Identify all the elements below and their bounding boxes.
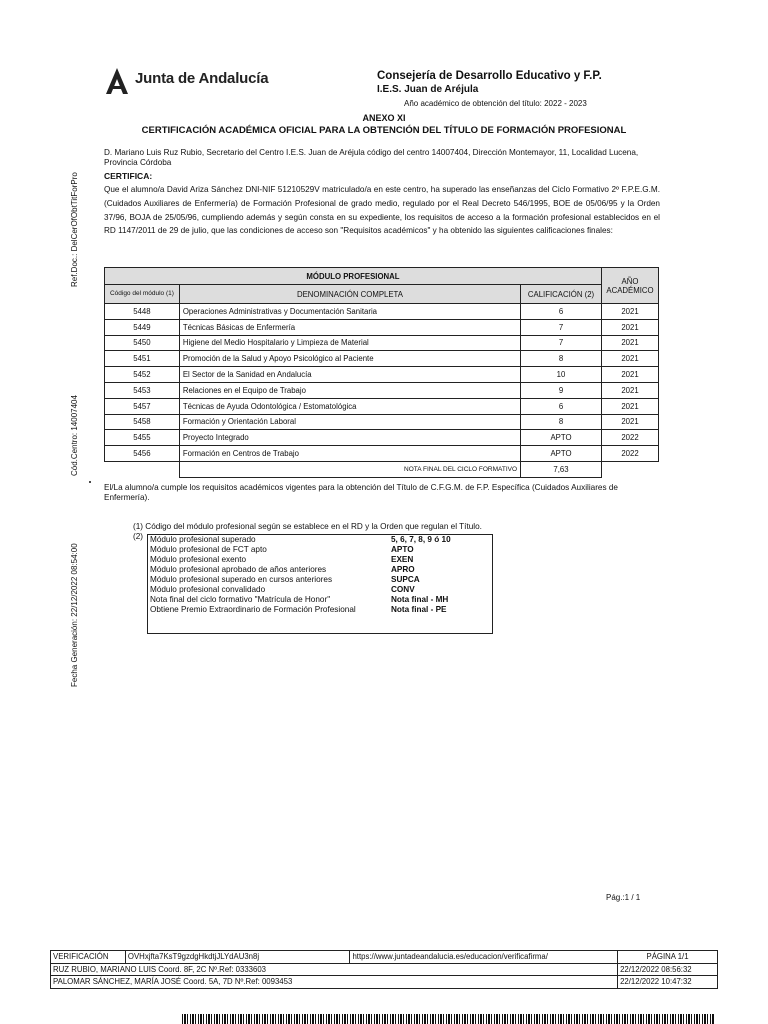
table-row bbox=[105, 446, 659, 462]
table-row bbox=[105, 351, 659, 367]
table-row bbox=[105, 430, 659, 446]
page-title: CERTIFICACIÓN ACADÉMICA OFICIAL PARA LA OBTENCIÓN DEL TÍTULO DE FORMACIÓN PROFESIONAL bbox=[141, 125, 627, 136]
verificacion-url[interactable]: https://www.juntadeandalucia.es/educacion/verificafirma/ bbox=[350, 951, 618, 964]
nota-final-value: 7,63 bbox=[521, 461, 602, 477]
table-row bbox=[105, 335, 659, 351]
table-row bbox=[105, 398, 659, 414]
legend-label: Obtiene Premio Extraordinario de Formación Profesional bbox=[150, 605, 356, 614]
module-grade: 6 bbox=[521, 398, 602, 414]
table-row bbox=[105, 367, 659, 383]
module-name: Formación y Orientación Laboral bbox=[179, 414, 520, 430]
module-name: Operaciones Administrativas y Documentación Sanitaria bbox=[179, 304, 520, 320]
module-name: Higiene del Medio Hospitalario y Limpieza de Material bbox=[179, 335, 520, 351]
module-code: 5452 bbox=[105, 367, 180, 383]
module-year: 2021 bbox=[601, 319, 658, 335]
module-code: 5457 bbox=[105, 398, 180, 414]
legend-row bbox=[150, 585, 490, 595]
module-year: 2021 bbox=[601, 304, 658, 320]
legend-label: Módulo profesional de FCT apto bbox=[150, 545, 267, 554]
module-grade: 7 bbox=[521, 319, 602, 335]
legend-value: EXEN bbox=[391, 555, 414, 564]
module-name: Relaciones en el Equipo de Trabajo bbox=[179, 382, 520, 398]
legend-value: APTO bbox=[391, 545, 414, 554]
legend-row bbox=[150, 605, 490, 615]
table-row bbox=[105, 382, 659, 398]
legend-value: 5, 6, 7, 8, 9 ó 10 bbox=[391, 535, 451, 544]
module-year: 2021 bbox=[601, 382, 658, 398]
junta-andalucia-logo-icon bbox=[106, 68, 128, 94]
table-row bbox=[105, 304, 659, 320]
module-grade: 10 bbox=[521, 367, 602, 383]
centro-name: I.E.S. Juan de Aréjula bbox=[377, 84, 479, 95]
modules-table bbox=[104, 267, 659, 478]
legend-row bbox=[150, 595, 490, 605]
module-year: 2021 bbox=[601, 351, 658, 367]
module-year: 2021 bbox=[601, 335, 658, 351]
module-code: 5450 bbox=[105, 335, 180, 351]
module-name: Proyecto Integrado bbox=[179, 430, 520, 446]
legend-label: Módulo profesional superado en cursos anteriores bbox=[150, 575, 333, 584]
legend-value: Nota final - MH bbox=[391, 595, 449, 604]
side-ref-doc: Ref.Doc.: DelCerOfObtTitForPro bbox=[70, 172, 79, 287]
consejeria-title: Consejería de Desarrollo Educativo y F.P. bbox=[377, 70, 602, 82]
header-anio: AÑO ACADÉMICO bbox=[601, 268, 658, 304]
table-row bbox=[105, 319, 659, 335]
anexo-label: ANEXO XI bbox=[362, 113, 406, 123]
module-name: Técnicas de Ayuda Odontológica / Estomatológica bbox=[179, 398, 520, 414]
firmante-2: PALOMAR SÁNCHEZ, MARÍA JOSÉ Coord. 5A, 7D Nº.Ref: 0093453 bbox=[51, 976, 618, 989]
module-code: 5455 bbox=[105, 430, 180, 446]
academic-year: Año académico de obtención del título: 2022 - 2023 bbox=[404, 99, 587, 108]
module-year: 2021 bbox=[601, 367, 658, 383]
verificacion-pagina: PÁGINA 1/1 bbox=[618, 951, 718, 964]
module-name: Formación en Centros de Trabajo bbox=[179, 446, 520, 462]
verificacion-code[interactable]: OVHxjfta7KsT9gzdgHkdtjJLYdAU3n8j bbox=[125, 951, 350, 964]
module-name: El Sector de la Sanidad en Andalucía bbox=[179, 367, 520, 383]
module-grade: 9 bbox=[521, 382, 602, 398]
legend-value: APRO bbox=[391, 565, 415, 574]
note-2: (2) bbox=[133, 532, 144, 541]
requisitos-paragraph: El/La alumno/a cumple los requisitos académicos vigentes para la obtención del Título de C.F.G.M. de F.P. Específica (Cuidados Auxiliares de Enfermería). bbox=[104, 483, 618, 502]
module-grade: 8 bbox=[521, 414, 602, 430]
module-year: 2022 bbox=[601, 430, 658, 446]
module-grade: 7 bbox=[521, 335, 602, 351]
module-year: 2021 bbox=[601, 414, 658, 430]
note-1: (1) Código del módulo profesional según se establece en el RD y la Orden que regulan el Título. bbox=[133, 522, 482, 531]
legend-row bbox=[150, 545, 490, 555]
firma-fecha-2: 22/12/2022 10:47:32 bbox=[618, 976, 718, 989]
legend-row bbox=[150, 535, 490, 545]
grades-legend-box bbox=[147, 534, 493, 634]
header-modulo: MÓDULO PROFESIONAL bbox=[105, 268, 602, 285]
module-code: 5458 bbox=[105, 414, 180, 430]
page-number: Pág.:1 / 1 bbox=[606, 893, 641, 902]
module-code: 5449 bbox=[105, 319, 180, 335]
module-name: Promoción de la Salud y Apoyo Psicológico al Paciente bbox=[179, 351, 520, 367]
legend-row bbox=[150, 575, 490, 585]
header-calificacion: CALIFICACIÓN (2) bbox=[521, 285, 602, 304]
verification-table bbox=[50, 950, 718, 989]
firma-fecha-1: 22/12/2022 08:56:32 bbox=[618, 963, 718, 976]
module-code: 5451 bbox=[105, 351, 180, 367]
logo-text: Junta de Andalucía bbox=[135, 70, 269, 87]
certifica-label: CERTIFICA: bbox=[104, 171, 153, 181]
legend-label: Módulo profesional convalidado bbox=[150, 585, 266, 594]
bullet-dot bbox=[89, 481, 91, 483]
intro-paragraph: D. Mariano Luis Ruz Rubio, Secretario del Centro I.E.S. Juan de Aréjula código del centro 14007404, Dirección Montemayor, 11, Localidad Lucena, Provincia Córdoba bbox=[104, 148, 639, 167]
barcode bbox=[182, 1014, 714, 1024]
legend-row bbox=[150, 555, 490, 565]
nota-final-label: NOTA FINAL DEL CICLO FORMATIVO bbox=[179, 461, 520, 477]
module-grade: APTO bbox=[521, 430, 602, 446]
side-cod-centro: Cód.Centro: 14007404 bbox=[70, 395, 79, 476]
header-codigo: Código del módulo (1) bbox=[105, 285, 180, 304]
module-grade: 6 bbox=[521, 304, 602, 320]
legend-value: Nota final - PE bbox=[391, 605, 447, 614]
legend-value: SUPCA bbox=[391, 575, 420, 584]
certifica-text: Que el alumno/a David Ariza Sánchez DNI-NIF 51210529V matriculado/a en este centro, ha superado las enseñanzas del Ciclo Formativo 2º F.P.E.G.M. (Cuidados Auxiliares de Enfermería) de Formación Profesional de grado medio, regulado por el Real Decreto 546/1995, BOE de 05/06/95 y la Orden 37/96, BOJA de 25/05/96, cumpliendo además y según consta en su expediente, los requisitos de acceso a la formación profesional establecidos en el RD 1147/2011 de 29 de julio, que las condiciones de acceso son "Requisitos académicos" y ha obtenido las siguientes calificaciones finales: bbox=[104, 185, 660, 236]
firmante-1: RUZ RUBIO, MARIANO LUIS Coord. 8F, 2C Nº.Ref: 0333603 bbox=[51, 963, 618, 976]
module-code: 5453 bbox=[105, 382, 180, 398]
module-name: Técnicas Básicas de Enfermería bbox=[179, 319, 520, 335]
module-grade: APTO bbox=[521, 446, 602, 462]
legend-label: Módulo profesional exento bbox=[150, 555, 247, 564]
legend-value: CONV bbox=[391, 585, 415, 594]
module-year: 2021 bbox=[601, 398, 658, 414]
module-code: 5456 bbox=[105, 446, 180, 462]
header-denominacion: DENOMINACIÓN COMPLETA bbox=[179, 285, 520, 304]
module-year: 2022 bbox=[601, 446, 658, 462]
legend-label: Módulo profesional aprobado de años anteriores bbox=[150, 565, 327, 574]
verificacion-label: VERIFICACIÓN bbox=[51, 951, 126, 964]
module-code: 5448 bbox=[105, 304, 180, 320]
legend-row bbox=[150, 565, 490, 575]
legend-label: Módulo profesional superado bbox=[150, 535, 256, 544]
side-fecha-generacion: Fecha Generación: 22/12/2022 08:54:00 bbox=[70, 543, 79, 687]
legend-label: Nota final del ciclo formativo "Matrícula de Honor" bbox=[150, 595, 331, 604]
table-row bbox=[105, 414, 659, 430]
module-grade: 8 bbox=[521, 351, 602, 367]
